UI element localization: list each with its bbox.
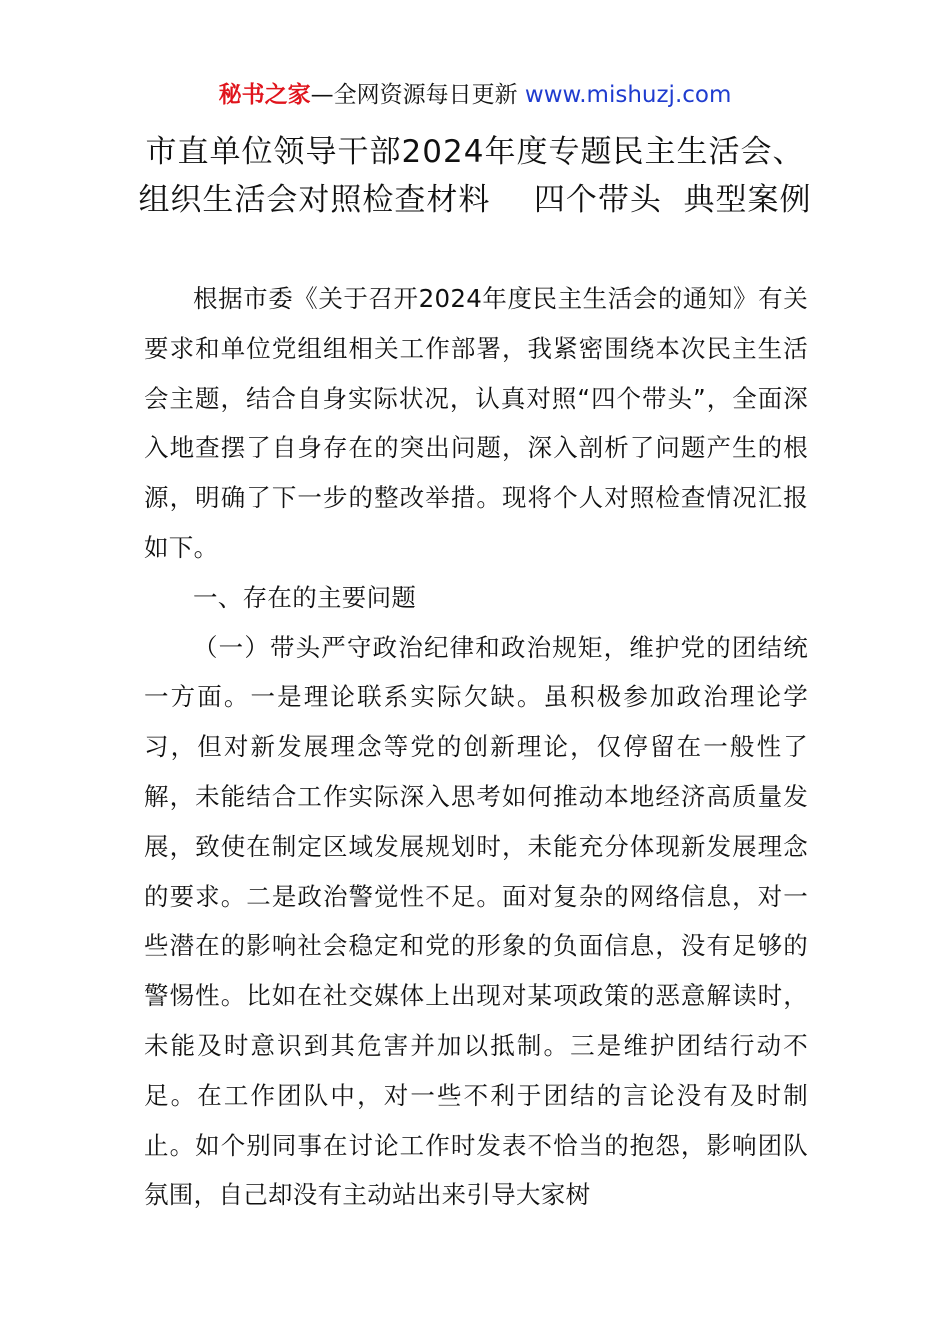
banner-tagline: —全网资源每日更新 [310, 82, 518, 108]
title-line-2: 组织生活会对照检查材料 四个带头 典型案例 [138, 182, 812, 218]
banner-url-link[interactable]: www.mishuzj.com [524, 82, 732, 108]
brand-name: 秘书之家 [218, 82, 311, 108]
document-title [0, 128, 950, 224]
site-banner [0, 78, 950, 112]
title-line-1: 市直单位领导干部2024年度专题民主生活会、 [145, 134, 805, 170]
section-heading: 一、存在的主要问题 [193, 582, 417, 612]
document-body [144, 274, 808, 1220]
intro-paragraph: 根据市委《关于召开2024年度民主生活会的通知》有关要求和单位党组组相关工作部署，我紧密围绕本次民主生活会主题，结合自身实际状况，认真对照“四个带头”，全面深入地查摆了自身存在的突出问题，深入剖析了问题产生的根源，明确了下一步的整改举措。现将个人对照检查情况汇报如下。 [144, 284, 808, 562]
body-paragraph: （一）带头严守政治纪律和政治规矩，维护党的团结统一方面。一是理论联系实际欠缺。虽积极参加政治理论学习，但对新发展理念等党的创新理论，仅停留在一般性了解，未能结合工作实际深入思考如何推动本地经济高质量发展，致使在制定区域发展规划时，未能充分体现新发展理念的要求。二是政治警觉性不足。面对复杂的网络信息，对一些潜在的影响社会稳定和党的形象的负面信息，没有足够的警惕性。比如在社交媒体上出现对某项政策的恶意解读时，未能及时意识到其危害并加以抵制。三是维护团结行动不足。在工作团队中，对一些不利于团结的言论没有及时制止。如个别同事在讨论工作时发表不恰当的抱怨，影响团队氛围，自己却没有主动站出来引导大家树 [144, 632, 808, 1210]
